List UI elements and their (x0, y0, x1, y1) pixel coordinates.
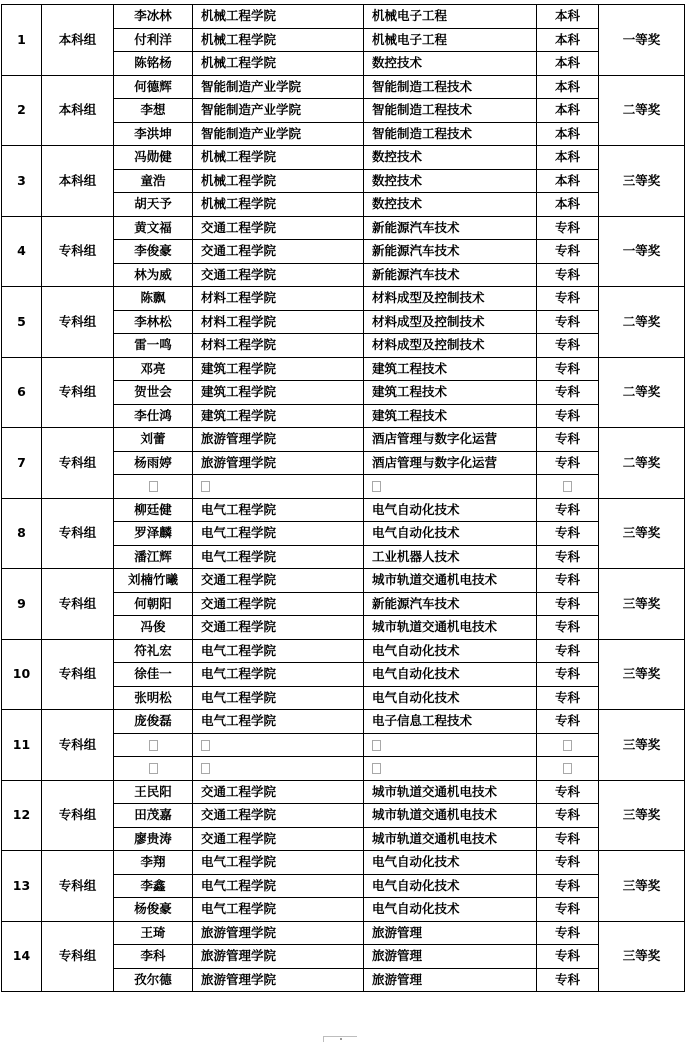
college-cell: 旅游管理学院 (193, 968, 364, 992)
major-cell: 城市轨道交通机电技术 (364, 780, 537, 804)
student-name-cell: 王民阳 (114, 780, 193, 804)
education-level-cell: 专科 (537, 381, 599, 405)
education-level-cell: 专科 (537, 898, 599, 922)
education-level-cell (537, 733, 599, 757)
education-level-cell: 专科 (537, 804, 599, 828)
college-cell: 机械工程学院 (193, 169, 364, 193)
student-name-cell: 李俊豪 (114, 240, 193, 264)
education-level-cell: 专科 (537, 968, 599, 992)
major-cell: 材料成型及控制技术 (364, 310, 537, 334)
student-name-cell: 李林松 (114, 310, 193, 334)
prize-cell: 三等奖 (599, 780, 685, 851)
student-name-cell: 田茂嘉 (114, 804, 193, 828)
major-cell: 电气自动化技术 (364, 874, 537, 898)
education-level-cell: 专科 (537, 616, 599, 640)
team-number-cell: 9 (2, 569, 42, 640)
major-cell: 数控技术 (364, 193, 537, 217)
table-row (2, 428, 685, 452)
education-level-cell: 专科 (537, 710, 599, 734)
major-cell (364, 475, 537, 499)
prize-cell: 二等奖 (599, 357, 685, 428)
student-name-cell: 黄文福 (114, 216, 193, 240)
empty-cell-marker (149, 481, 158, 492)
table-row (2, 639, 685, 663)
major-cell: 城市轨道交通机电技术 (364, 804, 537, 828)
college-cell: 智能制造产业学院 (193, 99, 364, 123)
major-cell: 新能源汽车技术 (364, 592, 537, 616)
college-cell: 智能制造产业学院 (193, 122, 364, 146)
college-cell: 交通工程学院 (193, 592, 364, 616)
group-cell: 专科组 (42, 569, 114, 640)
empty-cell-marker (563, 740, 572, 751)
student-name-cell: 刘蕾 (114, 428, 193, 452)
major-cell: 数控技术 (364, 169, 537, 193)
college-cell: 电气工程学院 (193, 710, 364, 734)
table-row (2, 569, 685, 593)
education-level-cell: 专科 (537, 686, 599, 710)
college-cell: 机械工程学院 (193, 193, 364, 217)
team-number-cell: 7 (2, 428, 42, 499)
prize-cell: 三等奖 (599, 710, 685, 781)
college-cell (193, 733, 364, 757)
student-name-cell: 陈铭杨 (114, 52, 193, 76)
education-level-cell: 专科 (537, 404, 599, 428)
student-name-cell: 杨雨婷 (114, 451, 193, 475)
education-level-cell: 专科 (537, 428, 599, 452)
education-level-cell: 本科 (537, 146, 599, 170)
education-level-cell: 本科 (537, 5, 599, 29)
student-name-cell: 冯俊 (114, 616, 193, 640)
major-cell: 电气自动化技术 (364, 898, 537, 922)
major-cell: 新能源汽车技术 (364, 216, 537, 240)
college-cell: 旅游管理学院 (193, 451, 364, 475)
student-name-cell: 潘江辉 (114, 545, 193, 569)
college-cell: 电气工程学院 (193, 498, 364, 522)
student-name-cell: 杨俊豪 (114, 898, 193, 922)
student-name-cell: 李科 (114, 945, 193, 969)
education-level-cell: 专科 (537, 921, 599, 945)
student-name-cell: 邓亮 (114, 357, 193, 381)
group-cell: 专科组 (42, 851, 114, 922)
empty-cell-marker (149, 763, 158, 774)
education-level-cell: 本科 (537, 122, 599, 146)
prize-cell: 三等奖 (599, 569, 685, 640)
college-cell: 旅游管理学院 (193, 921, 364, 945)
prize-cell: 三等奖 (599, 146, 685, 217)
education-level-cell: 本科 (537, 169, 599, 193)
group-cell: 专科组 (42, 428, 114, 499)
team-number-cell: 10 (2, 639, 42, 710)
major-cell (364, 733, 537, 757)
college-cell: 旅游管理学院 (193, 945, 364, 969)
prize-cell: 三等奖 (599, 921, 685, 992)
empty-cell-marker (201, 763, 210, 774)
education-level-cell: 专科 (537, 451, 599, 475)
major-cell: 电子信息工程技术 (364, 710, 537, 734)
major-cell: 电气自动化技术 (364, 851, 537, 875)
major-cell: 旅游管理 (364, 968, 537, 992)
empty-cell-marker (563, 763, 572, 774)
college-cell: 电气工程学院 (193, 851, 364, 875)
team-number-cell: 1 (2, 5, 42, 76)
student-name-cell: 何德辉 (114, 75, 193, 99)
education-level-cell (537, 475, 599, 499)
group-cell: 专科组 (42, 357, 114, 428)
student-name-cell: 李鑫 (114, 874, 193, 898)
student-name-cell (114, 475, 193, 499)
student-name-cell (114, 733, 193, 757)
student-name-cell: 罗泽麟 (114, 522, 193, 546)
college-cell: 电气工程学院 (193, 639, 364, 663)
college-cell: 建筑工程学院 (193, 357, 364, 381)
education-level-cell: 专科 (537, 639, 599, 663)
college-cell: 材料工程学院 (193, 334, 364, 358)
student-name-cell: 王琦 (114, 921, 193, 945)
major-cell: 城市轨道交通机电技术 (364, 569, 537, 593)
major-cell: 新能源汽车技术 (364, 263, 537, 287)
team-number-cell: 13 (2, 851, 42, 922)
group-cell: 本科组 (42, 146, 114, 217)
table-row (2, 287, 685, 311)
table-row (2, 75, 685, 99)
major-cell: 智能制造工程技术 (364, 122, 537, 146)
college-cell: 电气工程学院 (193, 663, 364, 687)
group-cell: 专科组 (42, 780, 114, 851)
student-name-cell: 李想 (114, 99, 193, 123)
prize-cell: 二等奖 (599, 75, 685, 146)
prize-cell: 一等奖 (599, 5, 685, 76)
table-row (2, 216, 685, 240)
college-cell: 机械工程学院 (193, 5, 364, 29)
student-name-cell: 李仕鸿 (114, 404, 193, 428)
education-level-cell: 专科 (537, 240, 599, 264)
student-name-cell: 李翔 (114, 851, 193, 875)
education-level-cell: 专科 (537, 263, 599, 287)
education-level-cell: 专科 (537, 592, 599, 616)
student-name-cell: 符礼宏 (114, 639, 193, 663)
table-row (2, 146, 685, 170)
group-cell: 本科组 (42, 75, 114, 146)
education-level-cell: 专科 (537, 334, 599, 358)
empty-cell-marker (372, 481, 381, 492)
empty-cell-marker (149, 740, 158, 751)
college-cell: 交通工程学院 (193, 780, 364, 804)
table-row (2, 710, 685, 734)
group-cell: 专科组 (42, 921, 114, 992)
college-cell: 交通工程学院 (193, 216, 364, 240)
college-cell (193, 475, 364, 499)
education-level-cell: 本科 (537, 28, 599, 52)
major-cell: 电气自动化技术 (364, 522, 537, 546)
education-level-cell: 专科 (537, 498, 599, 522)
college-cell (193, 757, 364, 781)
student-name-cell: 廖贵涛 (114, 827, 193, 851)
college-cell: 电气工程学院 (193, 686, 364, 710)
college-cell: 机械工程学院 (193, 52, 364, 76)
education-level-cell: 专科 (537, 310, 599, 334)
team-number-cell: 8 (2, 498, 42, 569)
college-cell: 交通工程学院 (193, 240, 364, 264)
table-row (2, 921, 685, 945)
group-cell: 专科组 (42, 710, 114, 781)
college-cell: 交通工程学院 (193, 616, 364, 640)
student-name-cell: 张明松 (114, 686, 193, 710)
major-cell: 新能源汽车技术 (364, 240, 537, 264)
major-cell (364, 757, 537, 781)
award-table-body (2, 5, 685, 992)
education-level-cell: 专科 (537, 522, 599, 546)
prize-cell: 三等奖 (599, 498, 685, 569)
major-cell: 建筑工程技术 (364, 404, 537, 428)
college-cell: 机械工程学院 (193, 146, 364, 170)
major-cell: 机械电子工程 (364, 5, 537, 29)
major-cell: 工业机器人技术 (364, 545, 537, 569)
education-level-cell: 专科 (537, 569, 599, 593)
major-cell: 建筑工程技术 (364, 357, 537, 381)
major-cell: 材料成型及控制技术 (364, 334, 537, 358)
education-level-cell: 专科 (537, 780, 599, 804)
prize-cell: 三等奖 (599, 851, 685, 922)
education-level-cell: 本科 (537, 52, 599, 76)
student-name-cell: 李洪坤 (114, 122, 193, 146)
college-cell: 电气工程学院 (193, 898, 364, 922)
student-name-cell: 贺世会 (114, 381, 193, 405)
student-name-cell: 何朝阳 (114, 592, 193, 616)
major-cell: 旅游管理 (364, 945, 537, 969)
major-cell: 酒店管理与数字化运营 (364, 451, 537, 475)
team-number-cell: 4 (2, 216, 42, 287)
major-cell: 电气自动化技术 (364, 498, 537, 522)
group-cell: 专科组 (42, 287, 114, 358)
major-cell: 电气自动化技术 (364, 639, 537, 663)
college-cell: 旅游管理学院 (193, 428, 364, 452)
student-name-cell: 陈飘 (114, 287, 193, 311)
student-name-cell: 林为威 (114, 263, 193, 287)
college-cell: 电气工程学院 (193, 522, 364, 546)
college-cell: 建筑工程学院 (193, 381, 364, 405)
student-name-cell: 胡天予 (114, 193, 193, 217)
education-level-cell: 专科 (537, 287, 599, 311)
empty-cell-marker (201, 481, 210, 492)
education-level-cell (537, 757, 599, 781)
college-cell: 交通工程学院 (193, 569, 364, 593)
college-cell: 建筑工程学院 (193, 404, 364, 428)
student-name-cell: 孜尔德 (114, 968, 193, 992)
education-level-cell: 专科 (537, 357, 599, 381)
team-number-cell: 11 (2, 710, 42, 781)
college-cell: 电气工程学院 (193, 874, 364, 898)
education-level-cell: 专科 (537, 545, 599, 569)
team-number-cell: 5 (2, 287, 42, 358)
student-name-cell (114, 757, 193, 781)
education-level-cell: 专科 (537, 851, 599, 875)
major-cell: 电气自动化技术 (364, 663, 537, 687)
table-row (2, 851, 685, 875)
education-level-cell: 专科 (537, 945, 599, 969)
college-cell: 材料工程学院 (193, 310, 364, 334)
empty-cell-marker (201, 740, 210, 751)
student-name-cell: 柳廷健 (114, 498, 193, 522)
team-number-cell: 12 (2, 780, 42, 851)
team-number-cell: 2 (2, 75, 42, 146)
group-cell: 专科组 (42, 498, 114, 569)
student-name-cell: 冯勋健 (114, 146, 193, 170)
college-cell: 智能制造产业学院 (193, 75, 364, 99)
education-level-cell: 本科 (537, 193, 599, 217)
prize-cell: 一等奖 (599, 216, 685, 287)
group-cell: 专科组 (42, 216, 114, 287)
college-cell: 电气工程学院 (193, 545, 364, 569)
education-level-cell: 本科 (537, 99, 599, 123)
empty-cell-marker (372, 763, 381, 774)
major-cell: 酒店管理与数字化运营 (364, 428, 537, 452)
major-cell: 数控技术 (364, 146, 537, 170)
major-cell: 旅游管理 (364, 921, 537, 945)
table-row (2, 780, 685, 804)
student-name-cell: 刘楠竹曦 (114, 569, 193, 593)
college-cell: 交通工程学院 (193, 804, 364, 828)
college-cell: 机械工程学院 (193, 28, 364, 52)
education-level-cell: 本科 (537, 75, 599, 99)
major-cell: 城市轨道交通机电技术 (364, 827, 537, 851)
education-level-cell: 专科 (537, 874, 599, 898)
table-row (2, 498, 685, 522)
team-number-cell: 6 (2, 357, 42, 428)
college-cell: 交通工程学院 (193, 263, 364, 287)
student-name-cell: 徐佳一 (114, 663, 193, 687)
prize-cell: 三等奖 (599, 639, 685, 710)
major-cell: 数控技术 (364, 52, 537, 76)
major-cell: 材料成型及控制技术 (364, 287, 537, 311)
student-name-cell: 雷一鸣 (114, 334, 193, 358)
education-level-cell: 专科 (537, 663, 599, 687)
student-name-cell: 付利洋 (114, 28, 193, 52)
team-number-cell: 3 (2, 146, 42, 217)
group-cell: 专科组 (42, 639, 114, 710)
education-level-cell: 专科 (537, 216, 599, 240)
major-cell: 电气自动化技术 (364, 686, 537, 710)
group-cell: 本科组 (42, 5, 114, 76)
award-table (1, 4, 685, 992)
college-cell: 交通工程学院 (193, 827, 364, 851)
major-cell: 建筑工程技术 (364, 381, 537, 405)
table-row (2, 5, 685, 29)
student-name-cell: 庞俊磊 (114, 710, 193, 734)
prize-cell: 二等奖 (599, 428, 685, 499)
major-cell: 智能制造工程技术 (364, 75, 537, 99)
education-level-cell: 专科 (537, 827, 599, 851)
prize-cell: 二等奖 (599, 287, 685, 358)
major-cell: 机械电子工程 (364, 28, 537, 52)
page-break-marker (323, 1036, 357, 1042)
college-cell: 材料工程学院 (193, 287, 364, 311)
major-cell: 智能制造工程技术 (364, 99, 537, 123)
empty-cell-marker (372, 740, 381, 751)
major-cell: 城市轨道交通机电技术 (364, 616, 537, 640)
team-number-cell: 14 (2, 921, 42, 992)
student-name-cell: 李冰林 (114, 5, 193, 29)
empty-cell-marker (563, 481, 572, 492)
table-row (2, 357, 685, 381)
student-name-cell: 童浩 (114, 169, 193, 193)
